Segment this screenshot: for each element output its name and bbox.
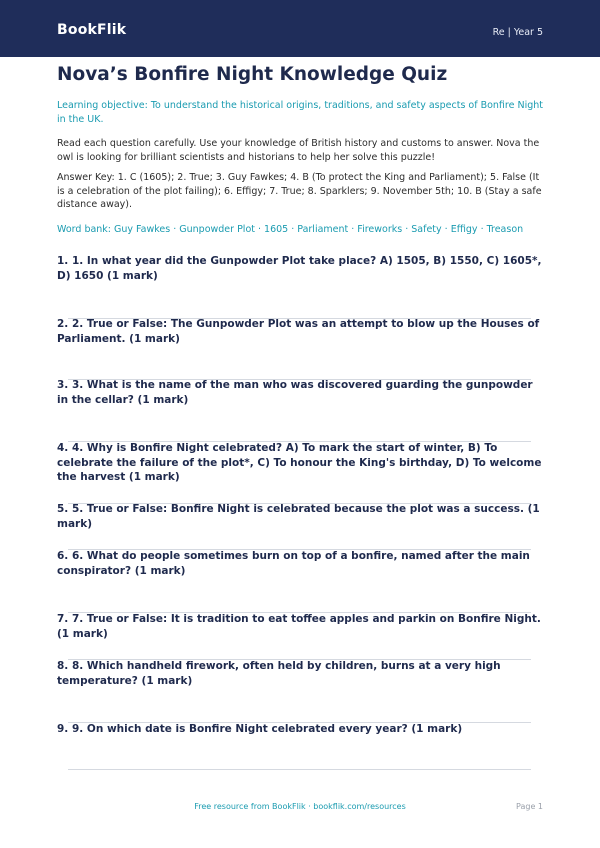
learning-objective: Learning objective: To understand the historical origins, traditions, and safety aspects of Bonfire Night in the UK.: [57, 100, 544, 125]
question-4: 4. 4. Why is Bonfire Night celebrated? A) To mark the start of winter, B) To celebrate the failure of the plot*, C) To honour the King's birthday, D) To welcome the harvest (1 mark): [57, 442, 542, 483]
header-bar: [0, 0, 600, 57]
intro-text: Read each question carefully. Use your knowledge of British history and customs to answer. Nova the owl is looking for brilliant scientists and historians to help her solve this puzzle!: [57, 138, 540, 163]
page-number: Page 1: [516, 802, 543, 811]
word-bank: Word bank: Guy Fawkes · Gunpowder Plot · 1605 · Parliament · Fireworks · Safety · Effigy · Treason: [57, 224, 524, 235]
question-3: 3. 3. What is the name of the man who was discovered guarding the gunpowder in the cellar? (1 mark): [57, 379, 533, 406]
question-1: 1. 1. In what year did the Gunpowder Plot take place? A) 1505, B) 1550, C) 1605*, D) 1650 (1 mark): [57, 255, 542, 282]
question-6: 6. 6. What do people sometimes burn on top of a bonfire, named after the main conspirator? (1 mark): [57, 550, 530, 577]
question-2: 2. 2. True or False: The Gunpowder Plot was an attempt to blow up the Houses of Parliament. (1 mark): [57, 318, 540, 345]
brand-logo[interactable]: BookFlik: [57, 22, 127, 38]
footer-resource-link[interactable]: Free resource from BookFlik · bookflik.com/resources: [194, 802, 406, 811]
answer-line-9: [68, 769, 531, 770]
question-9: 9. 9. On which date is Bonfire Night celebrated every year? (1 mark): [57, 723, 463, 735]
answer-key: Answer Key: 1. C (1605); 2. True; 3. Guy Fawkes; 4. B (To protect the King and Parliament); 5. False (It is a celebration of the plot failing); 6. Effigy; 7. True; 8. Sparklers; 9. November 5th; 10. B (Stay a safe distance away).: [57, 172, 542, 210]
question-5: 5. 5. True or False: Bonfire Night is celebrated because the plot was a success. (1 mark): [57, 503, 540, 530]
question-7: 7. 7. True or False: It is tradition to eat toffee apples and parkin on Bonfire Night. (1 mark): [57, 613, 541, 640]
question-8: 8. 8. Which handheld firework, often held by children, burns at a very high temperature? (1 mark): [57, 660, 501, 687]
header-meta: Re | Year 5: [492, 27, 543, 38]
page-title: Nova’s Bonfire Night Knowledge Quiz: [57, 64, 448, 85]
